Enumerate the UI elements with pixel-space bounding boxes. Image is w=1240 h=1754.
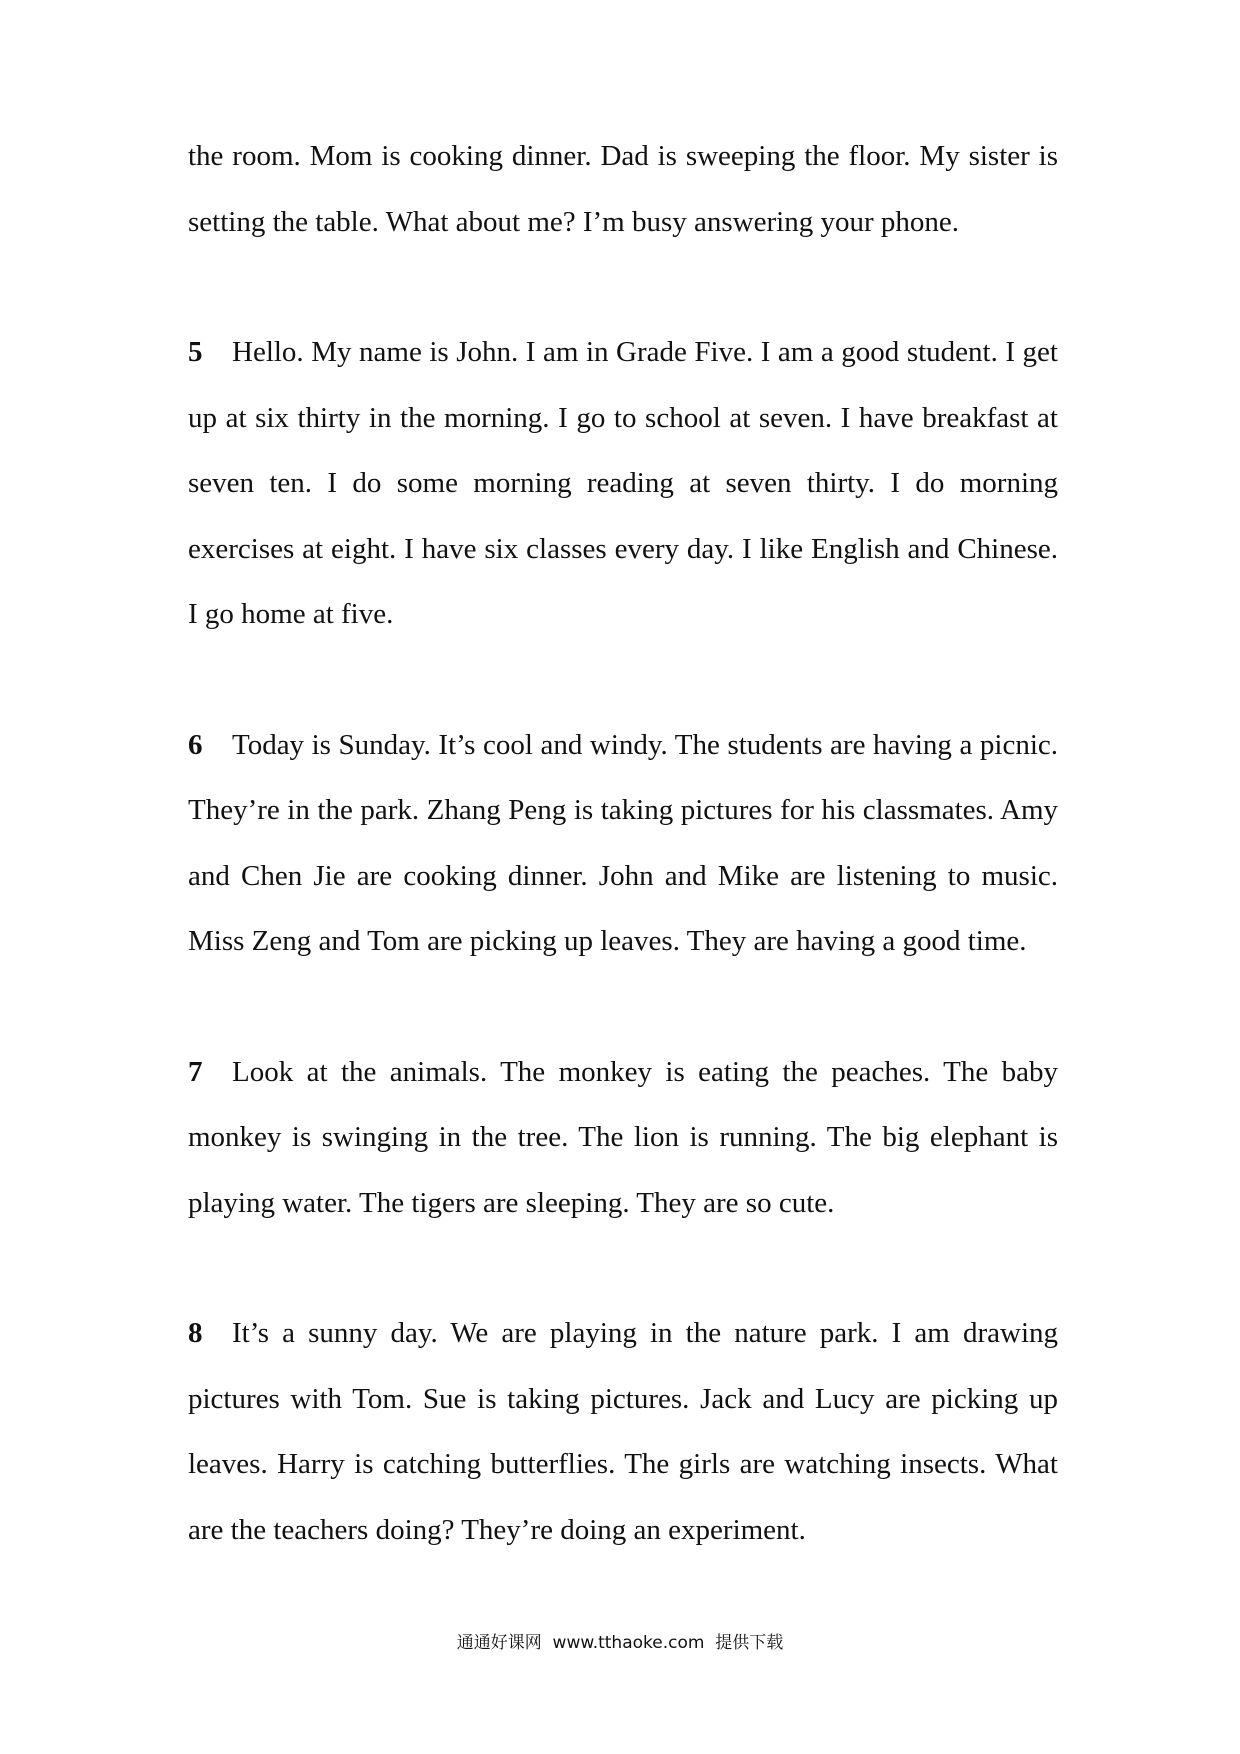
- paragraph-continued: [188, 124, 1058, 255]
- paragraph-gap: [188, 975, 1058, 1040]
- paragraph-8: [188, 1301, 1058, 1563]
- paragraph-gap: [188, 648, 1058, 713]
- page-content: [188, 124, 1058, 1563]
- paragraph-text: It’s a sunny day. We are playing in the nature park. I am drawing pictures with Tom. Sue is taking pictures. Jack and Lucy are picking up leaves. Harry is catching butterflies. The girls are watching insects. What are the teachers doing? They’re doing an experiment.: [188, 1317, 1058, 1546]
- paragraph-text: the room. Mom is cooking dinner. Dad is sweeping the floor. My sister is setting the table. What about me? I’m busy answering your phone.: [188, 140, 1058, 238]
- paragraph-6: [188, 713, 1058, 975]
- paragraph-number: 5: [188, 336, 203, 368]
- paragraph-text: Look at the animals. The monkey is eating the peaches. The baby monkey is swinging in the tree. The lion is running. The big elephant is playing water. The tigers are sleeping. They are so cute.: [188, 1055, 1058, 1219]
- page-footer: 通通好课网 www.tthaoke.com 提供下载: [456, 1633, 784, 1653]
- paragraph-gap: [188, 1236, 1058, 1301]
- paragraph-number: 6: [188, 728, 203, 761]
- paragraph-text: Today is Sunday. It’s cool and windy. The students are having a picnic. They’re in the park. Zhang Peng is taking pictures for his classmates. Amy and Chen Jie are cooking dinner. John and Mike are listening to music. Miss Zeng and Tom are picking up leaves. They are having a good time.: [188, 728, 1058, 957]
- paragraph-gap: [188, 255, 1058, 320]
- paragraph-7: [188, 1040, 1058, 1237]
- paragraph-number: 7: [188, 1055, 203, 1088]
- paragraph-5: [188, 320, 1058, 648]
- paragraph-number: 8: [188, 1317, 203, 1349]
- paragraph-text: Hello. My name is John. I am in Grade Five. I am a good student. I get up at six thirty in the morning. I go to school at seven. I have breakfast at seven ten. I do some morning reading at seven thirty. I do morning exercises at eight. I have six classes every day. I like English and Chinese. I go home at five.: [188, 336, 1058, 630]
